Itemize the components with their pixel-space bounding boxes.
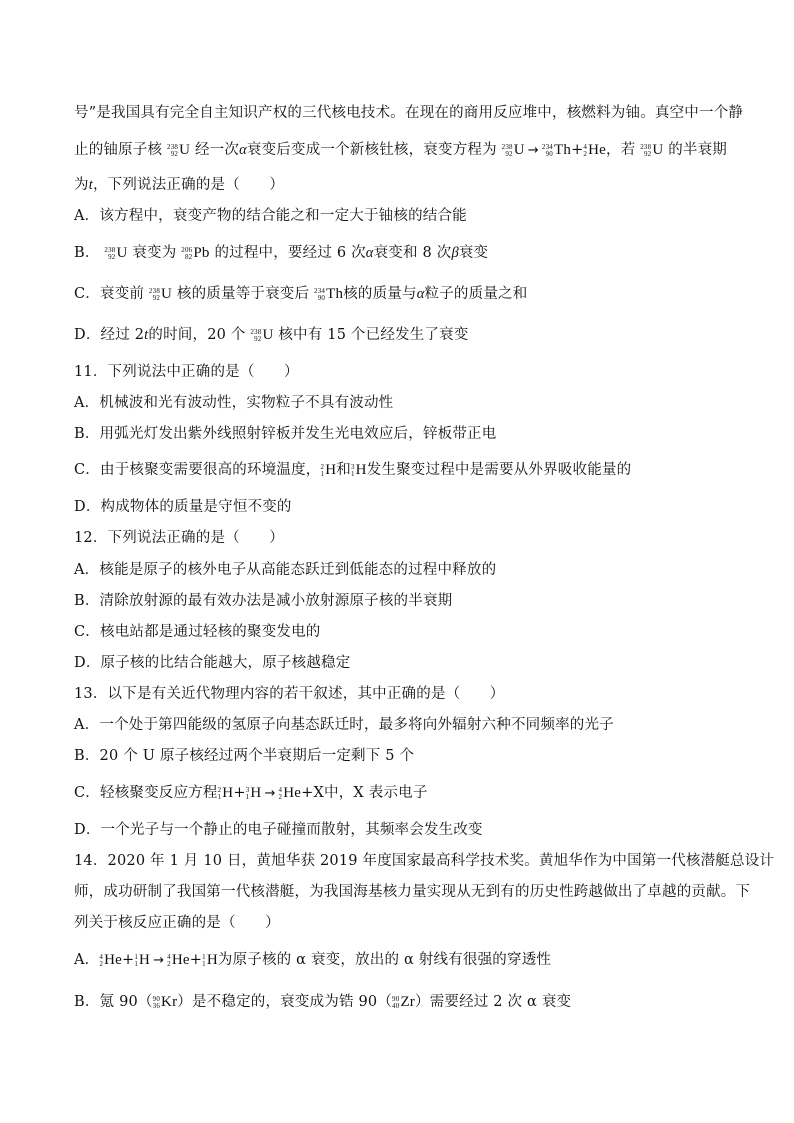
nuclide-h1: 1 1 H [202,952,218,968]
q12-option-d: D．原子核的比结合能越大，原子核越稳定 [74,655,351,671]
nuclide-zr90: 90 40 Zr [392,994,415,1010]
nuclide-h3: 3 1 H [245,785,262,801]
q12-option-c: C．核电站都是通过轻核的聚变发电的 [74,624,321,640]
arrow-icon: → [527,143,539,158]
text: 止的铀原子核 [74,142,163,158]
q10-option-a: A．该方程中，衰变产物的结合能之和一定大于铀核的结合能 [74,208,467,224]
alpha-symbol: α [239,142,247,158]
nuclide-th234: 234 90 Th [314,286,344,302]
nuclide-h2: 2 1 H [320,462,337,478]
nuclide-u238: 238 92 U [148,286,173,302]
q14-option-a: A． 4 2 He+ 1 1 H → 4 2 He+ 1 1 H为原子核的 α 衰变，放出的 α 射线有很强的穿透性 [74,952,552,968]
arrow-icon: → [264,786,276,801]
nuclide-th234: 234 90 Th [541,142,572,158]
q11-stem: 11．下列说法中正确的是（ ） [74,364,299,380]
nuclide-he4: 4 2 He [167,952,190,968]
q13-option-b: B．20 个 U 原子核经过两个半衰期后一定剩下 5 个 [74,748,415,764]
q13-option-a: A．一个处于第四能级的氢原子向基态跃迁时，最多将向外辐射六种不同频率的光子 [74,717,614,733]
nuclide-u238: 238 92 U [104,245,128,261]
q10-option-d: D．经过 2t的时间，20 个 238 92 U 核中有 15 个已经发生了衰变 [74,327,469,343]
q11-option-a: A．机械波和光有波动性，实物粒子不具有波动性 [74,395,394,411]
q10-stem-line-2: 止的铀原子核 238 92 U 经一次α衰变后变成一个新核钍核，衰变方程为 238 92 U → 234 90 Th+ 4 2 He，若 238 92 U 的半衰期 [74,142,728,158]
q13-option-c: C．轻核聚变反应方程 2 1 H+ 3 1 H → 4 2 He+X中，X 表示电子 [74,785,428,801]
q11-option-d: D．构成物体的质量是守恒不变的 [74,499,292,515]
q10-stem-line-1 [74,103,744,123]
q10-option-b: B． 238 92 U 衰变为 206 82 Pb 的过程中，要经过 6 次α衰变和 8 次β衰变 [74,245,489,261]
q12-option-a: A．核能是原子的核外电子从高能态跃迁到低能态的过程中释放的 [74,562,497,578]
q12-option-b: B．清除放射源的最有效办法是减小放射源原子核的半衰期 [74,593,453,609]
nuclide-u238: 238 92 U [167,142,191,158]
q14-stem-line-2: 师，成功研制了我国第一代核潜艇，为我国海基核力量实现从无到有的历史性跨越做出了卓越的贡献。下 [74,884,751,900]
nuclide-u238: 238 92 U [250,327,274,343]
q12-stem: 12．下列说法正确的是（ ） [74,530,284,546]
q13-stem: 13．以下是有关近代物理内容的若干叙述，其中正确的是（ ） [74,686,505,702]
q14-stem-line-3: 列关于核反应正确的是（ ） [74,915,280,931]
q14-option-b: B．氪 90（ 90 36 Kr）是不稳定的，衰变成为锆 90（ 90 40 Zr）需要经过 2 次 α 衰变 [74,994,572,1010]
beta-symbol: β [451,245,459,261]
q11-option-c: C．由于核聚变需要很高的环境温度， 2 1 H和 3 1 H发生聚变过程中是需要从外界吸收能量的 [74,462,632,478]
nuclide-u238: 238 92 U [501,142,525,158]
q10-stem-line-3: 为t，下列说法正确的是（ ） [74,177,285,193]
nuclide-he4: 4 2 He [278,785,302,801]
q11-option-b: B．用弧光灯发出紫外线照射锌板并发生光电效应后，锌板带正电 [74,426,497,442]
nuclide-h2: 2 1 H [217,785,234,801]
t-symbol: t [88,177,93,193]
q14-stem-line-1: 14．2020 年 1 月 10 日，黄旭华获 2019 年度国家最高科学技术奖。黄旭华作为中国第一代核潜艇总设计 [74,853,775,869]
nuclide-he4: 4 2 He [99,952,122,968]
q10-option-c: C．衰变前 238 92 U 核的质量等于衰变后 234 90 Th核的质量与α粒子的质量之和 [74,286,528,302]
nuclide-kr90: 90 36 Kr [152,994,178,1010]
nuclide-he4: 4 2 He [583,142,607,158]
arrow-icon: → [153,953,165,968]
nuclide-h3: 3 1 H [350,462,367,478]
nuclide-pb206: 206 82 Pb [181,245,210,261]
q10-stem-text: 号”是我国具有完全自主知识产权的三代核电技术。在现在的商用反应堆中，核燃料为铀。真空中一个静 [74,105,744,121]
nuclide-h1: 1 1 H [134,952,151,968]
nuclide-u238: 238 92 U [640,142,664,158]
q13-option-d: D．一个光子与一个静止的电子碰撞而散射，其频率会发生改变 [74,822,483,838]
